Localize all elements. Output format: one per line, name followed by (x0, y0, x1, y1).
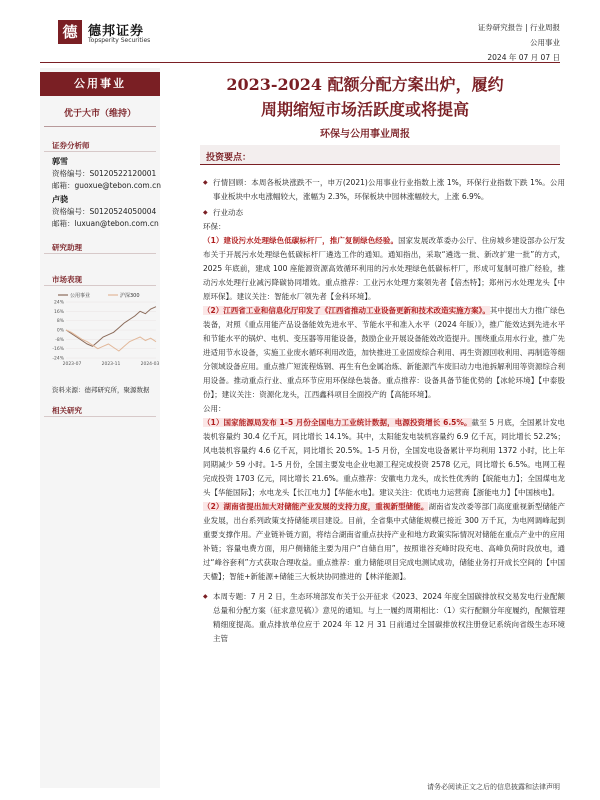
series-line (66, 307, 156, 347)
report-subtitle: 环保与公用事业周报 (320, 129, 410, 140)
analyst-cert: 资格编号：S0120522120001 (52, 169, 157, 178)
market-heading: 市场表现 (52, 275, 82, 284)
report-date: 2024 年 07 月 07 日 (487, 53, 560, 62)
rating-divider (44, 126, 156, 127)
y-tick-label: -16% (52, 347, 64, 353)
x-tick-label: 2023-07 (62, 362, 82, 367)
weekly-topic: ◆ 本周专题：7 月 2 日，生态环境部发布关于公开征求《2023、2024 年度全国碳排放权交易发电行业配额总量和分配方案（征求意见稿）》意见的通知。与上一履约周期相比：（1）实行配额分年度履约，配额管理精细度提高。重点排放单位应于 2024 年 12 月 31 日前通过全国碳排放权注册登记系统向省级生态环境主管 (203, 590, 565, 646)
company-logo (58, 20, 258, 50)
utility-item-1-title: （1）国家能源局发布 1-5 月份全国电力工业统计数据，电源投资增长 6.5%。 (203, 418, 472, 427)
env-heading: 环保： (203, 222, 226, 231)
legend-label-b: 沪深300 (120, 293, 140, 299)
env-item-2-title: （2）江西省工业和信息化厅印发了《江西省推动工业设备更新和技术改造实施方案》。 (203, 306, 490, 315)
analyst-email[interactable]: 邮箱：luxuan@tebon.com.cn (52, 219, 159, 228)
analyst-cert: 资格编号：S0120524050004 (52, 207, 157, 216)
title-line-2: 周期缩短市场活跃度或将提高 (260, 100, 469, 119)
report-meta (478, 20, 560, 65)
env-item-2 (203, 304, 565, 402)
market-chart (44, 290, 160, 370)
analyst-email[interactable]: 邮箱：guoxue@tebon.com.cn (52, 181, 161, 190)
y-tick-label: -8% (55, 337, 64, 343)
sector-label: 公用事业 (40, 72, 160, 96)
y-tick-label: 16% (53, 309, 64, 315)
analyst-heading: 证券分析师 (52, 141, 90, 150)
logo-name-en: Topsperity Securities (88, 37, 151, 44)
utility-item-2 (203, 500, 565, 584)
logo-mark: 德 (58, 20, 82, 44)
assistant-heading: 研究助理 (52, 243, 82, 252)
key-points-bar (200, 145, 560, 165)
key-points-heading: 投资要点： (206, 153, 252, 163)
utility-item-1-text: 截至 5 月底，全国累计发电装机容量约 30.4 亿千瓦，同比增长 14.1%。其中，太阳能发电装机容量约 6.9 亿千瓦，同比增长 52.2%；风电装机容量约 4.6 亿千瓦，同比增长 20.5%。1-5 月份，全国发电设备累计平均利用 1372 小时，比上年同期减少 59 小时。1-5 月份，全国主要发电企业电源工程完成投资 2578 亿元，同比增长 6.5%。电网工程完成投资 1703 亿元，同比增长 21.6%。重点推荐：安徽电力龙头，成长性优秀的【皖能电力】；全国煤电龙头【华能国际】；水电龙头【长江电力】【华能水电】。建议关注：优质电力运营商【浙能电力】【中国核电】。 (203, 418, 565, 497)
env-item-2-text: 其中提出大力推广绿色装备，对照《重点用能产品设备能效先进水平、节能水平和准入水平（2024 年版）》，推广能效达到先进水平和节能水平的锅炉、电机、变压器等用能设备，鼓励企业开展设备能效改造提升。围绕重点用水行业，推广先进适用节水设备，实施工业废水循环利用改造，加快推进工业固废综合利用、再生资源回收利用、再制造等细分领域设备应用。重点推广短流程炼钢、再生有色金属冶炼、新能源汽车废旧动力电池拆解利用等资源综合利用设备。推动重点行业、重点环节应用环保绿色装备。重点推荐：设备具备节能优势的【冰轮环境】【中泰股份】；建议关注：资源化龙头，江西鑫科项目全面投产的【高能环境】。 (203, 306, 566, 399)
env-item-1-title: （1）建设污水处理绿色低碳标杆厂，推广复制绿色经验。 (203, 236, 399, 245)
analyst-divider (44, 151, 156, 152)
market-divider (44, 285, 156, 286)
y-tick-label: -24% (52, 356, 64, 362)
utility-item-1 (203, 416, 565, 500)
industry-news-heading: ◆ 行业动态 (203, 206, 565, 220)
analyst-name: 卢骁 (52, 195, 68, 204)
title-line-1: 2023-2024 配额分配方案出炉，履约 (226, 75, 504, 94)
related-heading: 相关研究 (52, 406, 82, 415)
x-tick-label: 2023-11 (101, 362, 121, 367)
report-sector: 公用事业 (530, 38, 560, 47)
y-tick-label: 0% (56, 328, 64, 334)
assistant-divider (44, 253, 156, 254)
env-item-1-text: 国家发展改革委办公厅、住房城乡建设部办公厅发布关于开展污水处理绿色低碳标杆厂遴选工作的通知。通知指出，采取“遴选一批、新改扩建一批”的方式，2025 年底前，建成 100 座能源资源高效循环利用的污水处理绿色低碳标杆厂，形成可复制可推广经验，推动污水处理行业减污降碳协同增效。重点推荐：工业污水处理方案领先者【倍杰特】；郑州污水处理龙头【中原环保】。建议关注：智能水厂领先者【金科环境】。 (203, 236, 566, 301)
analyst-name: 郭雪 (52, 157, 68, 166)
utility-item-2-text: 湖南省发改委等部门高度重视新型储能产业发展，出台系列政策支持储能项目建设。目前，全省集中式储能规模已接近 300 万千瓦，为电网调峰起到重要支撑作用。产业链补链方面，将结合湖南省重点扶持产业和地方政策实际情况对储能在重点产业中的应用补链；容量电费方面，用户侧储能主要为用户“自储自用”，按照谁谷充峰时段充电、高峰负荷时段放电，通过“峰谷套利”方式获取合理收益。重点推荐：重力储能项目完成电测试成功，储能业务打开成长空间的【中国天楹】；智能+新能源+储能三大板块协同推进的【林洋能源】。 (203, 502, 566, 581)
market-review: ◆ 行情回顾：本周各板块涨跌不一，申万(2021)公用事业行业指数上涨 1%，环保行业指数下跌 1%。公用事业板块中水电涨幅较大，涨幅为 2.3%，环保板块中园林涨幅较大，上涨 6.9%。 (203, 176, 565, 204)
logo-name-cn: 德邦证券 (88, 24, 145, 39)
header-divider (40, 62, 560, 63)
legend-label-a: 公用事业 (70, 293, 91, 299)
y-tick-label: 8% (56, 319, 64, 325)
utility-item-2-title: （2）湖南省提出加大对储能产业发展的支持力度，重视新型储能。 (203, 502, 429, 511)
env-item-1 (203, 234, 565, 304)
rating: 优于大市（维持） (63, 109, 136, 119)
report-body (203, 176, 565, 646)
related-divider (44, 416, 156, 417)
utility-heading: 公用： (203, 404, 226, 413)
disclaimer-footer: 请务必阅读正文之后的信息披露和法律声明 (427, 783, 560, 791)
y-tick-label: 24% (53, 300, 64, 306)
chart-legend (58, 292, 140, 299)
chart-source: 资料来源：德邦研究所，聚源数据 (52, 386, 150, 394)
report-type: 证券研究报告 | 行业周报 (477, 23, 560, 32)
report-title (170, 72, 560, 122)
x-tick-label: 2024-03 (140, 362, 160, 367)
